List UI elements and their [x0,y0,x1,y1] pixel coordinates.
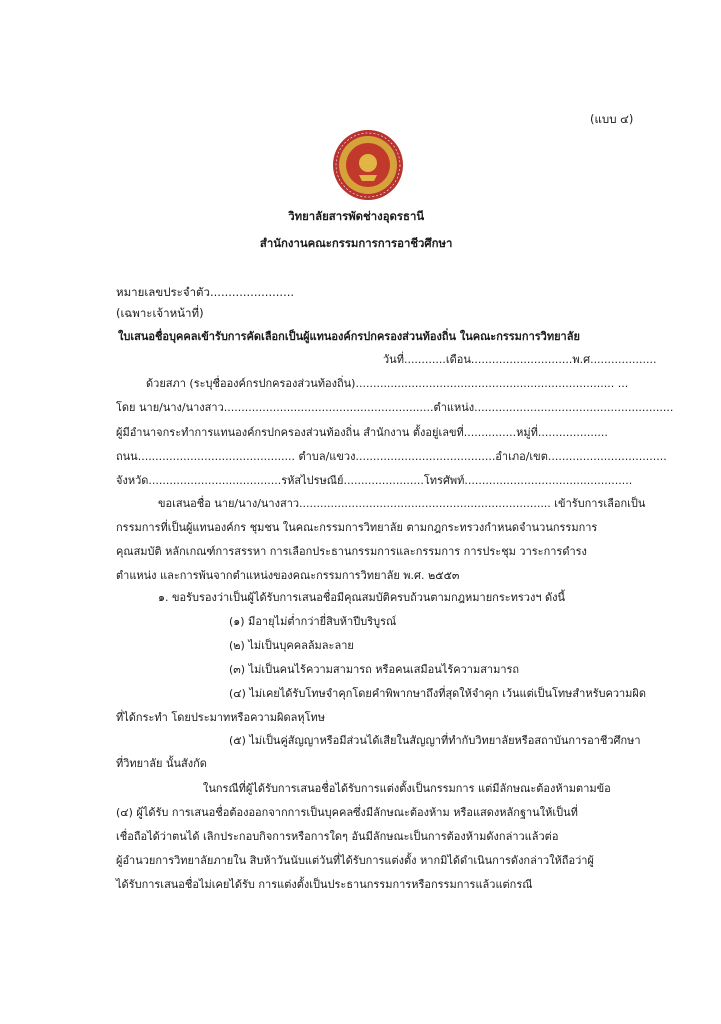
form-title: ใบเสนอชื่อบุคคลเข้ารับการคัดเลือกเป็นผู้แทนองค์กรปกครองส่วนท้องถิ่น ในคณะกรรมการวิทยาลัย [118,330,580,343]
representative-field: ผู้มีอำนาจกระทำการแทนองค์กรปกครองส่วนท้องถิ่น สำนักงาน ตั้งอยู่เลขที่...............หมู่ที่.................... [116,426,608,439]
form-code: (แบบ ๔) [590,112,634,126]
closing-line-4: ผู้อำนวยการวิทยาลัยภายใน สิบห้าวันนับแต่วันที่ได้รับการแต่งตั้ง หากมิได้ดำเนินการดังกล่าวให้ถือว่าผู้ [116,854,594,867]
qualification-item-5: (๕) ไม่เป็นคู่สัญญาหรือมีส่วนได้เสียในสัญญาที่ทำกับวิทยาลัยหรือสถาบันการอาชีวศึกษา [229,734,641,747]
council-field: ด้วยสภา (ระบุชื่อองค์กรปกครองส่วนท้องถิ่น).......................................................................... ... [146,377,629,390]
office-name: สำนักงานคณะกรรมการการอาชีวศึกษา [259,236,453,250]
staff-only-note: (เฉพาะเจ้าหน้าที่) [116,306,204,320]
certify-heading: ๑. ขอรับรองว่าเป็นผู้ได้รับการเสนอชื่อมีคุณสมบัติครบถ้วนตามกฎหมายกระทรวงฯ ดังนี้ [158,591,566,604]
seal-emblem-base [359,175,377,181]
closing-line-2: (๔) ผู้ได้รับ การเสนอชื่อต้องออกจากการเป็นบุคคลซึ่งมีลักษณะต้องห้าม หรือแสดงหลักฐานให้เป็นที่ [116,806,578,819]
college-seal-logo [332,129,404,201]
closing-line-1: ในกรณีที่ผู้ได้รับการเสนอชื่อได้รับการแต่งตั้งเป็นกรรมการ แต่มีลักษณะต้องห้ามตามข้อ [203,782,611,795]
qualification-item-3: (๓) ไม่เป็นคนไร้ความสามารถ หรือคนเสมือนไร้ความสามารถ [229,663,520,676]
road-field: ถนน............................................. ตำบล/แขวง........................................อำเภอ/เขต.................................. [116,450,667,463]
nominate-line-2: กรรมการที่เป็นผู้แทนองค์กร ชุมชน ในคณะกรรมการวิทยาลัย ตามกฎกระทรวงกำหนดจำนวนกรรมการ [116,521,598,534]
province-field: จังหวัด......................................รหัสไปรษณีย์.......................โทรศัพท์................................................ [116,474,633,487]
college-name: วิทยาลัยสารพัดช่างอุดรธานี [288,209,425,223]
qualification-item-4-cont: ที่ได้กระทำ โดยประมาทหรือความผิดลหุโทษ [116,711,326,724]
nominate-line-4: ตำแหน่ง และการพ้นจากตำแหน่งของคณะกรรมการวิทยาลัย พ.ศ. ๒๕๕๓ [116,569,460,582]
name-position-field: โดย นาย/นาง/นางสาว............................................................ตำแหน่ง......................................................... [116,401,674,414]
closing-line-3: เชื่อถือได้ว่าตนได้ เลิกประกอบกิจการหรือการใดๆ อันมีลักษณะเป็นการต้องห้ามดังกล่าวแล้วต่อ [116,830,559,843]
closing-line-5: ได้รับการเสนอชื่อไม่เคยได้รับ การแต่งตั้งเป็นประธานกรรมการหรือกรรมการแล้วแต่กรณี [116,878,533,891]
registration-number: หมายเลขประจำตัว....................... [116,285,295,299]
qualification-item-5-cont: ที่วิทยาลัย นั้นสังกัด [116,757,207,770]
qualification-item-2: (๒) ไม่เป็นบุคคลล้มละลาย [229,639,354,652]
nominate-line-1: ขอเสนอชื่อ นาย/นาง/นางสาว........................................................................ เข้ารับการเลือกเป็น [158,497,646,510]
date-line: วันที่............เดือน.............................พ.ศ................... [383,353,657,366]
qualification-item-4: (๔) ไม่เคยได้รับโทษจำคุกโดยคำพิพากษาถึงที่สุดให้จำคุก เว้นแต่เป็นโทษสำหรับความผิด [229,687,647,700]
seal-emblem [359,154,377,172]
nominate-line-3: คุณสมบัติ หลักเกณฑ์การสรรหา การเลือกประธานกรรมการและกรรมการ การประชุม วาระการดำรง [116,545,587,558]
qualification-item-1: (๑) มีอายุไม่ต่ำกว่ายี่สิบห้าปีบริบูรณ์ [229,615,397,628]
